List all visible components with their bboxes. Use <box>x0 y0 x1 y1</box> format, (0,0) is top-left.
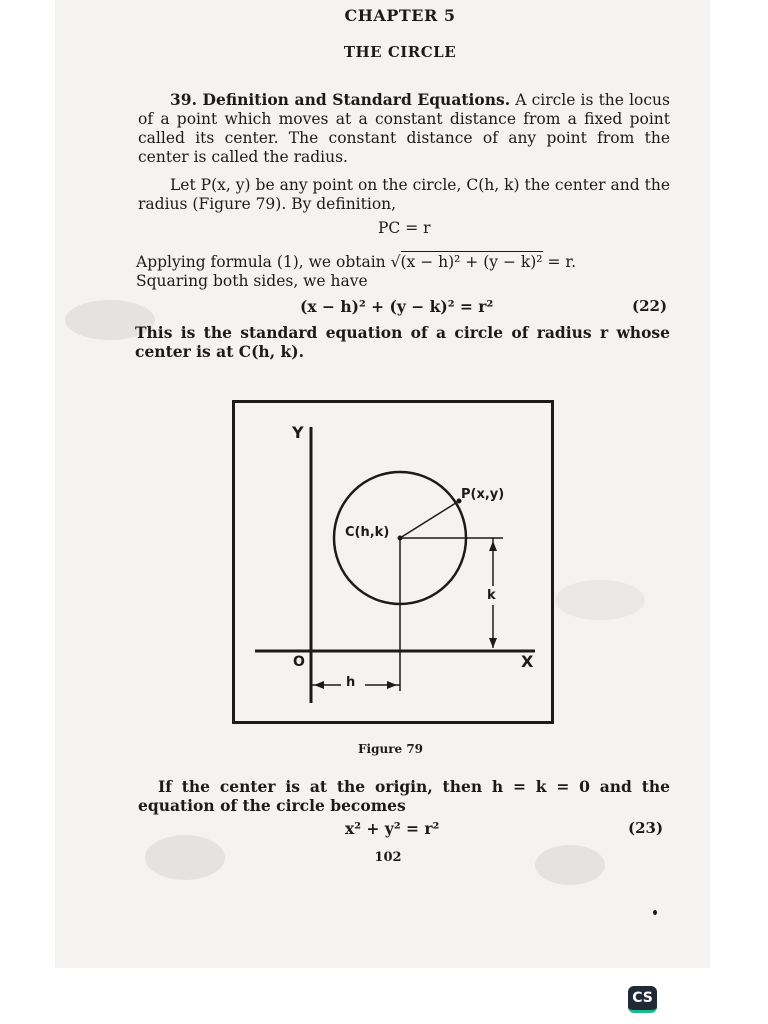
k-label: k <box>487 588 496 603</box>
definition-heading: 39. Definition and Standard Equations. <box>170 90 511 109</box>
sqrt-sign: √ <box>390 253 401 271</box>
squaring-line: Squaring both sides, we have <box>136 272 368 290</box>
section-title: THE CIRCLE <box>343 43 457 61</box>
h-label: h <box>346 675 356 690</box>
h-arrow-left <box>314 681 324 689</box>
definition-body: A circle is the locus of a point which moves at a constant distance from a fixed point called its center. The constant distance of any point from the center is called the radius. <box>138 91 670 166</box>
center-c-label: C(h,k) <box>345 525 390 540</box>
equation-23: x² + y² = r² <box>345 819 440 838</box>
k-arrow-bottom <box>489 638 497 648</box>
y-axis-label: Y <box>292 423 304 442</box>
ink-dot <box>653 910 657 915</box>
figure-caption: Figure 79 <box>358 742 424 756</box>
figure-79-frame <box>232 400 554 724</box>
origin-paragraph: If the center is at the origin, then h = k = 0 and the equation of the circle becomes <box>138 777 670 815</box>
circle-diagram <box>235 403 551 721</box>
point-p-label: P(x,y) <box>461 487 505 502</box>
applying-line <box>136 253 676 272</box>
let-paragraph: Let P(x, y) be any point on the circle, C(h, k) the center and the radius (Figure 79). By definition, <box>138 176 670 213</box>
equation-22: (x − h)² + (y − k)² = r² <box>300 297 494 316</box>
equation-23-number: (23) <box>628 819 664 837</box>
radius-line <box>400 501 459 538</box>
sqrt-expression: (x − h)² + (y − k)² <box>400 253 543 271</box>
definition-paragraph <box>138 90 670 167</box>
chapter-heading: CHAPTER 5 <box>344 6 456 25</box>
k-arrow-top <box>489 541 497 551</box>
page-number: 102 <box>374 850 402 865</box>
equation-pc: PC = r <box>378 219 431 237</box>
applying-suffix: = r. <box>547 253 577 271</box>
x-axis-label: X <box>521 652 534 671</box>
h-arrow-right <box>387 681 397 689</box>
applying-prefix: Applying formula (1), we obtain <box>136 253 386 271</box>
camscanner-logo: CS <box>628 986 657 1013</box>
standard-equation-paragraph: This is the standard equation of a circle of radius r whose center is at C(h, k). <box>135 323 670 361</box>
origin-label: O <box>293 654 305 670</box>
equation-22-number: (22) <box>632 297 668 315</box>
